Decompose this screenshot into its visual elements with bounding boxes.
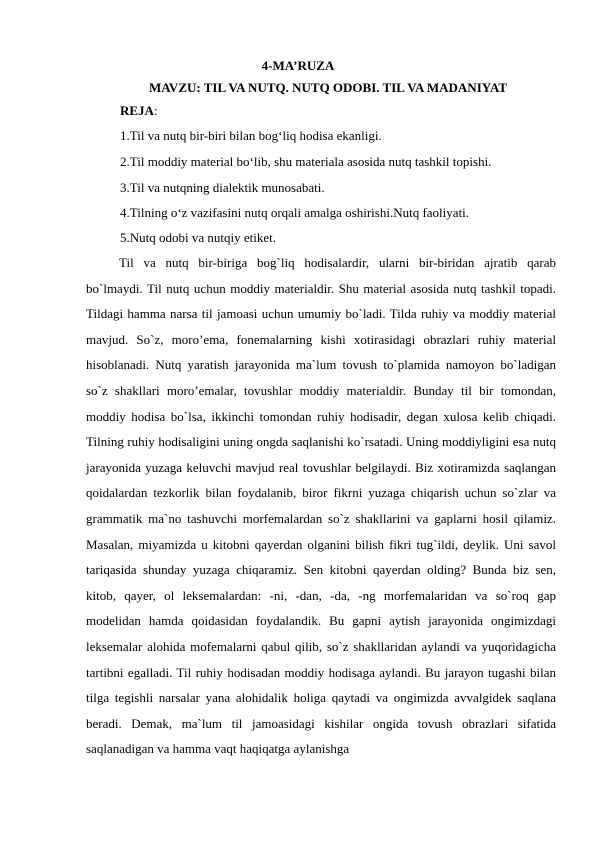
plan-item: 4.Tilning o‘z vazifasini nutq orqali amalga oshirishi.Nutq faoliyati. xyxy=(120,205,470,220)
plan-item: 5.Nutq odobi va nutqiy etiket. xyxy=(120,230,276,245)
plan-item: 2.Til moddiy material bo‘lib, shu materiala asosida nutq tashkil topishi. xyxy=(120,154,492,169)
body-paragraph: Til va nutq bir-biriga bog`liq hodisalardir, ularni bir-biridan ajratib qarab bo`lmaydi. Til nutq uchun moddiy materialdir. Shu material asosida nutq tashkil topadi. Tildagi hamma narsa til jamoasi uchun umumiy bo`ladi. Tilda ruhiy va moddiy material mavjud. So`z, moro’ema, fonemalarning kishi xotirasidagi obrazlari ruhiy material hisoblanadi. Nutq yaratish jarayonida ma`lum tovush to`plamida namoyon bo`ladigan so`z shakllari moro’emalar, tovushlar moddiy materialdir. Bunday til bir tomondan, moddiy hodisa bo`lsa, ikkinchi tomondan ruhiy hodisadir, degan xulosa kelib chiqadi. Tilning ruhiy hodisaligini uning ongda saqlanishi ko`rsatadi. Uning moddiyligini esa nutq jarayonida yuzaga keluvchi mavjud real tovushlar belgilaydi. Biz xotiramizda saqlangan qoidalardan tezkorlik bilan foydalanib, biror fikrni yuzaga chiqarish uchun so`zlar va grammatik ma`no tashuvchi morfemalardan so`z shakllarini va gaplarni hosil qilamiz. Masalan, miyamizda u kitobni qayerdan olganini bilish fikri tug`ildi, deylik. Uni savol tariqasida shunday yuzaga chiqaramiz. Sen kitobni qayerdan olding? Bunda biz sen, kitob, qayer, ol leksemalardan: -ni, -dan, -da, -ng morfemalaridan va so`roq gap modelidan hamda qoidasidan foydalandik. Bu gapni aytish jarayonida ongimizdagi leksemalar alohida mofemalarni qabul qilib, so`z shakllaridan aylandi va yuqoridagicha tartibni egalladi. Til ruhiy hodisadan moddiy hodisaga aylandi. Bu jarayon tugashi bilan tilga tegishli narsalar yana alohidalik holiga qaytadi va ongimizda avvalgidek saqlana beradi. Demak, ma`lum til jamoasidagi kishilar ongida tovush obrazlari sifatida saqlanadigan va hamma vaqt haqiqatga aylanishga xyxy=(86,255,556,757)
plan-item: 3.Til va nutqning dialektik munosabati. xyxy=(120,180,325,195)
plan-item: 1.Til va nutq bir-biri bilan bog‘liq hodisa ekanligi. xyxy=(120,128,382,143)
plan-label: REJA xyxy=(120,103,154,118)
plan-heading xyxy=(120,103,158,119)
lecture-title: 4-MA’RUZA xyxy=(261,58,335,73)
topic-title: MAVZU: TIL VA NUTQ. NUTQ ODOBI. TIL VA MADANIYAT xyxy=(148,80,508,95)
plan-label-colon: : xyxy=(153,103,158,118)
